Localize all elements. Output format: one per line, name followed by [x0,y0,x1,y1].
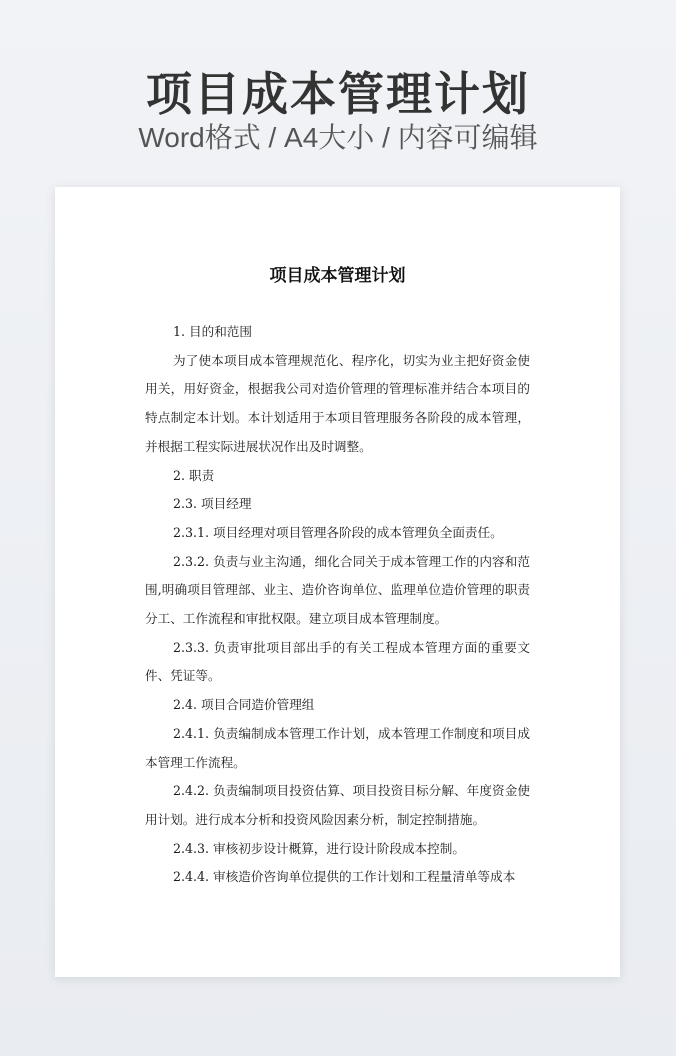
paragraph-2-3-2: 2.3.2. 负责与业主沟通，细化合同关于成本管理工作的内容和范围,明确项目管理部、业主、造价咨询单位、监理单位造价管理的职责分工、工作流程和审批权限。建立项目成本管理制度。 [145,553,530,627]
paragraph-2-3-1: 2.3.1. 项目经理对项目管理各阶段的成本管理负全面责任。 [173,524,503,540]
paragraph-2-3-3: 2.3.3. 负责审批项目部出手的有关工程成本管理方面的重要文件、凭证等。 [145,639,530,684]
paragraph-2-4-3: 2.4.3. 审核初步设计概算，进行设计阶段成本控制。 [173,840,465,856]
section-heading-purpose: 1. 目的和范围 [173,324,252,339]
banner-title: 项目成本管理计划 [146,68,530,120]
paragraph-2-4-1: 2.4.1. 负责编制成本管理工作计划，成本管理工作制度和项目成本管理工作流程。 [145,725,530,770]
subsection-heading-contract-cost-group: 2.4. 项目合同造价管理组 [173,697,315,713]
banner-subtitle: Word格式 / A4大小 / 内容可编辑 [138,122,538,153]
document-title: 项目成本管理计划 [269,266,406,286]
subsection-heading-project-manager: 2.3. 项目经理 [173,496,252,512]
paragraph-2-4-2: 2.4.2. 负责编制项目投资估算、项目投资目标分解、年度资金使用计划。进行成本分析和投资风险因素分析，制定控制措施。 [145,783,530,827]
paragraph-purpose: 为了使本项目成本管理规范化、程序化，切实为业主把好资金使用关，用好资金，根据我公司对造价管理的管理标准并结合本项目的特点制定本计划。本计划适用于本项目管理服务各阶段的成本管理，并根据工程实际进展状况作出及时调整。 [145,352,530,454]
document-body [145,318,530,892]
document-page [55,187,620,977]
section-heading-responsibilities: 2. 职责 [173,467,215,483]
paragraph-2-4-4: 2.4.4. 审核造价咨询单位提供的工作计划和工程量清单等成本 [173,869,516,885]
